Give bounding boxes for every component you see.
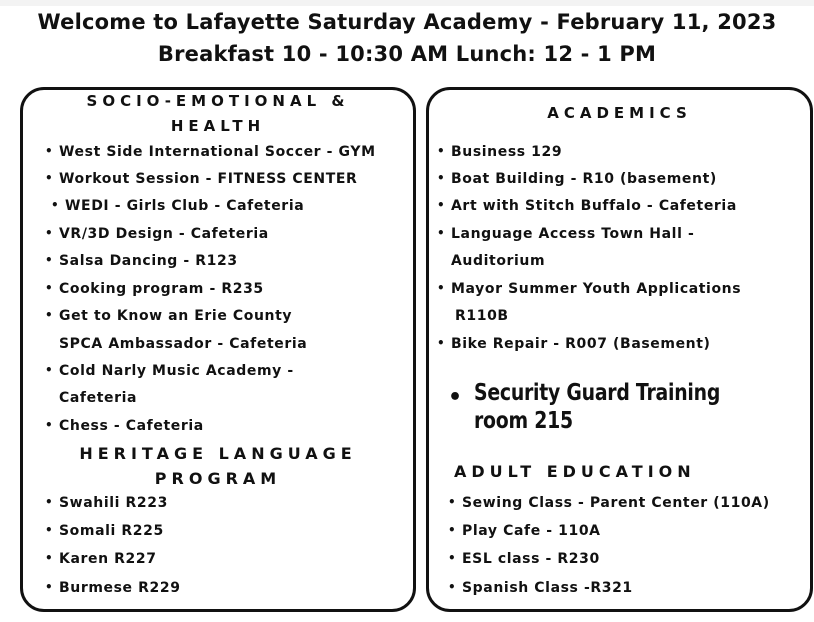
socio-item: • West Side International Soccer - GYM (59, 144, 376, 160)
academics-item: • Language Access Town Hall - (451, 226, 694, 242)
socio-heading-line1: SOCIO-EMOTIONAL & (86, 92, 350, 110)
adult-education-heading: ADULT EDUCATION (454, 462, 696, 481)
socio-item: • Workout Session - FITNESS CENTER (59, 171, 357, 187)
socio-item: • Cold Narly Music Academy - (59, 363, 294, 379)
socio-item-continued: Cafeteria (59, 390, 138, 406)
academics-item: • Mayor Summer Youth Applications (451, 281, 741, 297)
academics-item-continued: Auditorium (451, 253, 546, 269)
adult-item: • Sewing Class - Parent Center (110A) (462, 495, 770, 511)
heritage-heading-line2: PROGRAM (154, 469, 282, 488)
socio-item: • Chess - Cafeteria (59, 418, 204, 434)
academics-item: • Bike Repair - R007 (Basement) (451, 336, 711, 352)
security-training-line1: Security Guard Training (474, 380, 721, 406)
heritage-item: • Karen R227 (59, 551, 157, 567)
socio-item: • Get to Know an Erie County (59, 308, 292, 324)
page-title: Welcome to Lafayette Saturday Academy - February 11, 2023 (37, 10, 777, 34)
heritage-heading-line1: HERITAGE LANGUAGE (79, 444, 357, 463)
socio-item: • WEDI - Girls Club - Cafeteria (65, 198, 304, 214)
heritage-item: • Burmese R229 (59, 580, 181, 596)
socio-item-continued: SPCA Ambassador - Cafeteria (59, 336, 308, 352)
academics-item-continued: R110B (455, 308, 509, 324)
socio-heading-line2: HEALTH (170, 117, 266, 135)
bullet-icon: • (448, 385, 463, 410)
socio-item: • Cooking program - R235 (59, 281, 264, 297)
top-strip (0, 0, 814, 6)
academics-item: • Art with Stitch Buffalo - Cafeteria (451, 198, 737, 214)
academics-heading: ACADEMICS (547, 104, 692, 122)
adult-item: • ESL class - R230 (462, 551, 600, 567)
heritage-item: • Somali R225 (59, 523, 164, 539)
adult-item: • Play Cafe - 110A (462, 523, 601, 539)
meal-schedule: Breakfast 10 - 10:30 AM Lunch: 12 - 1 PM (157, 42, 657, 66)
socio-item: • Salsa Dancing - R123 (59, 253, 238, 269)
academics-item: • Business 129 (451, 144, 562, 160)
adult-item: • Spanish Class -R321 (462, 580, 633, 596)
heritage-item: • Swahili R223 (59, 495, 168, 511)
academics-item: • Boat Building - R10 (basement) (451, 171, 717, 187)
security-training-line2: room 215 (474, 408, 573, 434)
socio-item: • VR/3D Design - Cafeteria (59, 226, 269, 242)
